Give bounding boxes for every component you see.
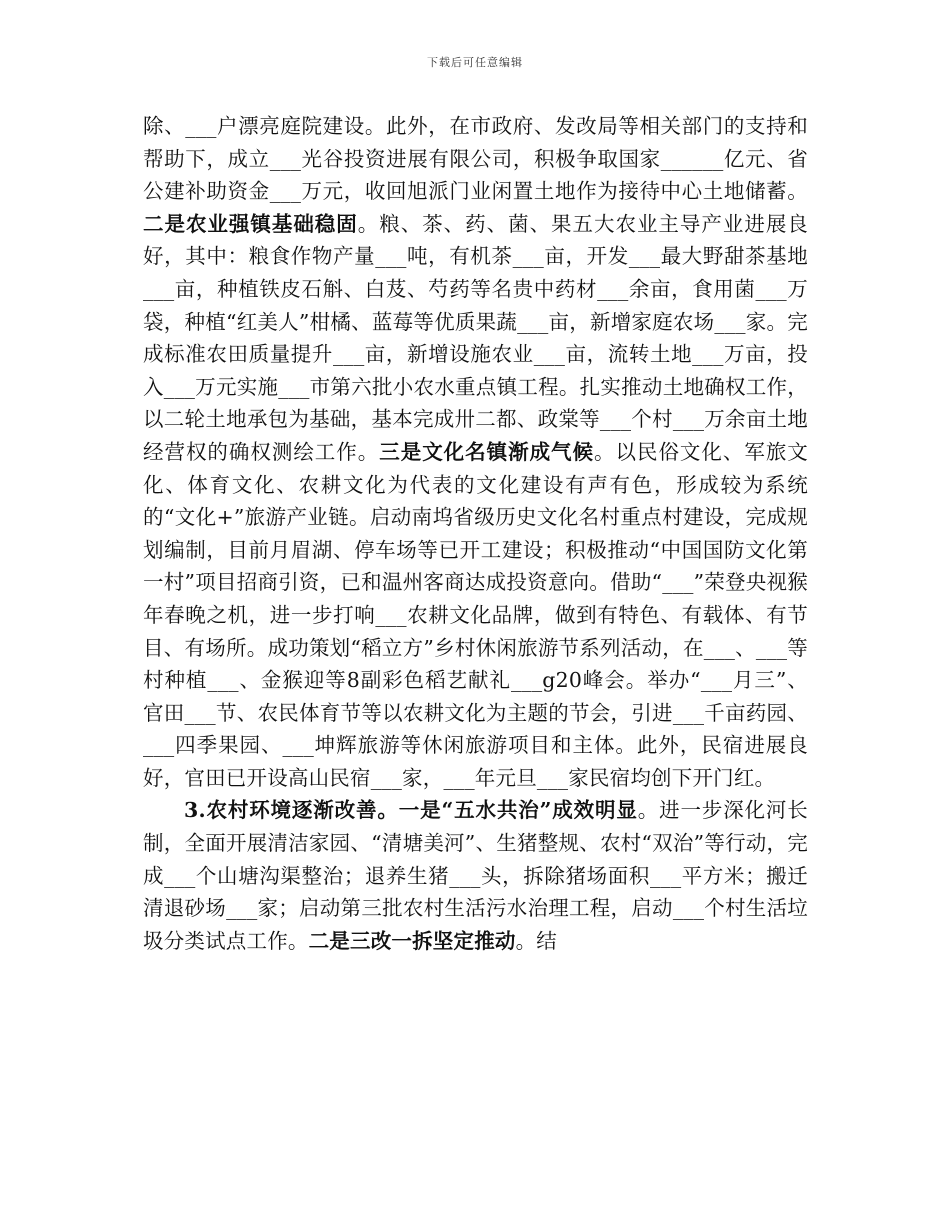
document-body bbox=[143, 110, 808, 957]
text-segment: 。以民俗文化、军旅文化、体育文化、农耕文化为代表的文化建设有声有色，形成较为系统的“文化+”旅游产业链。启动南坞省级历史文化名村重点村建设，完成规划编制，目前月眉湖、停车场等已开工建设；积极推动“中国国防文化第一村”项目招商引资，已和温州客商达成投资意向。借助“___”荣登央视猴年春晚之机，进一步打响___农耕文化品牌，做到有特色、有载体、有节目、有场所。成功策划“稻立方”乡村休闲旅游节系列活动，在___、___等村种植___、金猴迎等8副彩色稻艺献礼___g20峰会。举办“___月三”、官田___节、农民体育节等以农耕文化为主题的节会，引进___千亩药园、___四季果园、___坤辉旅游等休闲旅游项目和主体。此外，民宿进展良好，官田已开设高山民宿___家，___年元旦___家民宿均创下开门红。 bbox=[143, 439, 809, 790]
section-heading-environment: 3.农村环境逐渐改善。一是“五水共治”成效明显 bbox=[184, 798, 638, 823]
section-heading-agriculture: 二是农业强镇基础稳固 bbox=[143, 211, 358, 236]
text-segment: 。进一步深化河长制，全面开展清洁家园、“清塘美河”、生猪整规、农村“双治”等行动，完成___个山塘沟渠整治；退养生猪___头，拆除猪场面积___平方米；搬迁清退砂场___家；启动第三批农村生活污水治理工程，启动___个村生活垃圾分类试点工作。 bbox=[143, 798, 808, 953]
text-segment: 。粮、茶、药、菌、果五大农业主导产业进展良好，其中：粮食作物产量___吨，有机茶___亩，开发___最大野甜茶基地___亩，种植铁皮石斛、白芨、芍药等名贵中药材___余亩，食用菌___万袋，种植“红美人”柑橘、蓝莓等优质果蔬___亩，新增家庭农场___家。完成标准农田质量提升___亩，新增设施农业___亩，流转土地___万亩，投入___万元实施___市第六批小农水重点镇工程。扎实推动土地确权工作，以二轮土地承包为基础，基本完成卅二都、政棠等___个村___万余亩土地经营权的确权测绘工作。 bbox=[143, 211, 808, 464]
text-segment: 除、___户漂亮庭院建设。此外，在市政府、发改局等相关部门的支持和帮助下，成立___光谷投资进展有限公司，积极争取国家______亿元、省公建补助资金___万元，收回旭派门业闲置土地作为接待中心土地储蓄。 bbox=[143, 114, 808, 204]
section-heading-demolition: 二是三改一拆坚定推动 bbox=[308, 928, 516, 953]
section-heading-culture: 三是文化名镇渐成气候 bbox=[379, 439, 595, 464]
paragraph-environment bbox=[143, 794, 808, 957]
text-segment: 。结 bbox=[515, 928, 558, 953]
paragraph-agriculture-culture bbox=[143, 110, 808, 794]
page-header: 下载后可任意编辑 bbox=[427, 56, 523, 69]
